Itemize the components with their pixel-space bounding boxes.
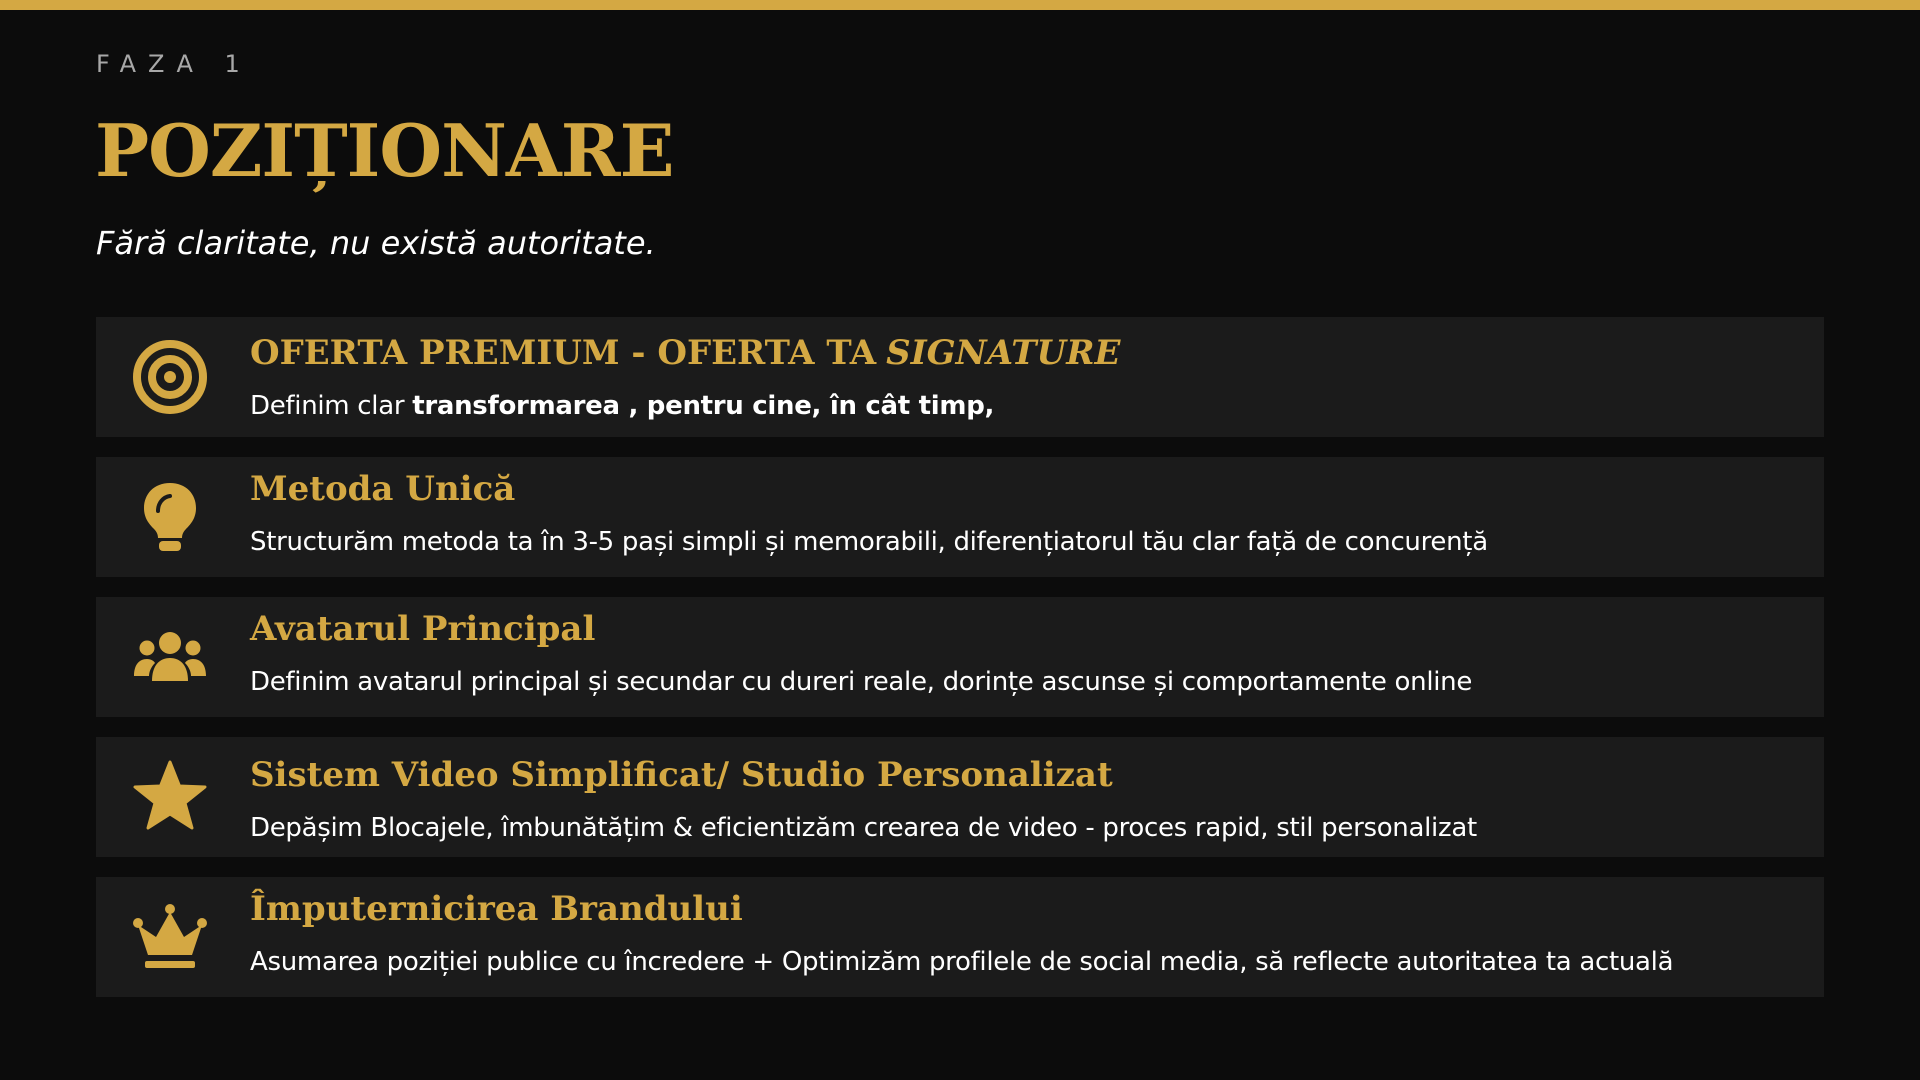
phase-label: FAZA 1 — [96, 50, 252, 78]
star-icon — [132, 759, 208, 835]
card-unique-method — [96, 457, 1824, 577]
top-accent-bar — [0, 0, 1920, 10]
users-icon — [132, 619, 208, 695]
card-title: Împuternicirea Brandului — [250, 889, 743, 929]
card-title: Metoda Unică — [250, 469, 516, 509]
page-title: POZIȚIONARE — [95, 108, 674, 193]
card-main-avatar — [96, 597, 1824, 717]
card-description: Asumarea poziției publice cu încredere + Optimizăm profilele de social media, să reflecte autoritatea ta actuală — [250, 947, 1674, 977]
lightbulb-icon — [132, 479, 208, 555]
card-description: Definim clar transformarea , pentru cine, în cât timp, — [250, 391, 995, 421]
card-video-system — [96, 737, 1824, 857]
card-description: Depășim Blocajele, îmbunătățim & eficientizăm crearea de video - proces rapid, stil personalizat — [250, 813, 1477, 843]
target-icon — [132, 339, 208, 415]
card-brand-empowerment — [96, 877, 1824, 997]
card-description: Definim avatarul principal și secundar cu dureri reale, dorințe ascunse și comportamente online — [250, 667, 1473, 697]
page-subtitle: Fără claritate, nu există autoritate. — [96, 224, 656, 262]
card-premium-offer — [96, 317, 1824, 437]
card-title: Sistem Video Simplificat/ Studio Personalizat — [250, 755, 1113, 795]
card-title: Avatarul Principal — [250, 609, 596, 649]
card-description: Structurăm metoda ta în 3-5 pași simpli și memorabili, diferențiatorul tău clar față de concurență — [250, 527, 1488, 557]
card-title: OFERTA PREMIUM - OFERTA TA SIGNATURE — [250, 333, 1121, 373]
crown-icon — [132, 899, 208, 975]
